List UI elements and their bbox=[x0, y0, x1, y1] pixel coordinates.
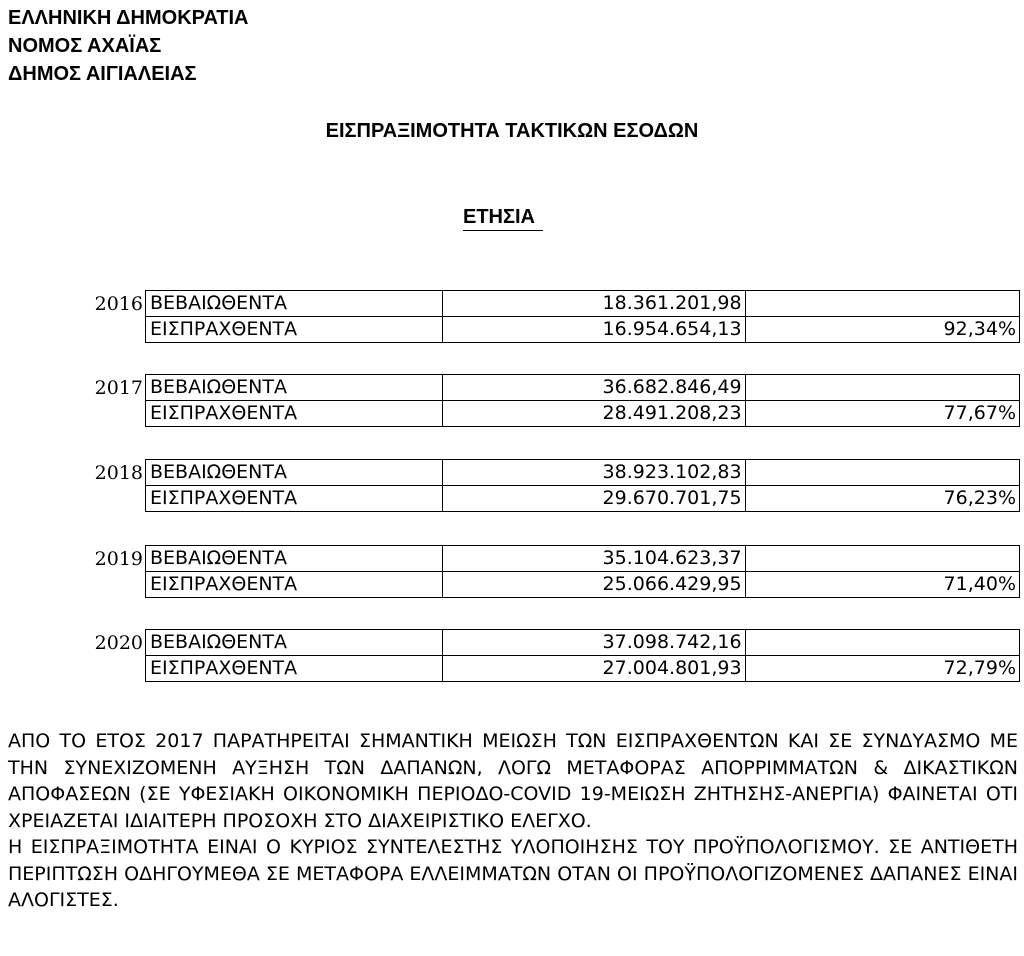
row-amount: 25.066.429,95 bbox=[442, 572, 745, 598]
row-label: ΒΕΒΑΙΩΘΕΝΤΑ bbox=[146, 375, 443, 401]
year-label: 2019 bbox=[94, 548, 143, 570]
row-percent: 71,40% bbox=[745, 572, 1019, 598]
row-amount: 36.682.846,49 bbox=[442, 375, 745, 401]
revenue-table bbox=[145, 545, 1020, 598]
row-amount: 18.361.201,98 bbox=[442, 291, 745, 317]
year-label: 2017 bbox=[94, 377, 143, 399]
row-amount: 38.923.102,83 bbox=[442, 460, 745, 486]
header-municipality: ΔΗΜΟΣ ΑΙΓΙΑΛΕΙΑΣ bbox=[8, 63, 197, 85]
row-percent bbox=[745, 546, 1019, 572]
row-amount: 27.004.801,93 bbox=[442, 656, 745, 682]
year-label: 2016 bbox=[94, 293, 143, 315]
row-label: ΕΙΣΠΡΑΧΘΕΝΤΑ bbox=[146, 401, 443, 427]
row-amount: 28.491.208,23 bbox=[442, 401, 745, 427]
row-percent: 72,79% bbox=[745, 656, 1019, 682]
revenue-table bbox=[145, 374, 1020, 427]
table-row bbox=[146, 656, 1020, 682]
revenue-table bbox=[145, 290, 1020, 343]
row-label: ΒΕΒΑΙΩΘΕΝΤΑ bbox=[146, 546, 443, 572]
table-row bbox=[146, 375, 1020, 401]
table-row bbox=[146, 460, 1020, 486]
row-percent bbox=[745, 291, 1019, 317]
note-paragraph: ΑΠΟ ΤΟ ΕΤΟΣ 2017 ΠΑΡΑΤΗΡΕΙΤΑΙ ΣΗΜΑΝΤΙΚΗ ΜΕΙΩΣΗ ΤΩΝ ΕΙΣΠΡΑΧΘΕΝΤΩΝ ΚΑΙ ΣΕ ΣΥΝΔΥΑΣΜΟ ΜΕ ΤΗΝ ΣΥΝΕΧΙΖΟΜΕΝΗ ΑΥΞΗΣΗ ΤΩΝ ΔΑΠΑΝΩΝ, ΛΟΓΩ ΜΕΤΑΦΟΡΑΣ ΑΠΟΡΡΙΜΜΑΤΩΝ & ΔΙΚΑΣΤΙΚΩΝ ΑΠΟΦΑΣΕΩΝ (ΣΕ ΥΦΕΣΙΑΚΗ ΟΙΚΟΝΟΜΙΚΗ ΠΕΡΙΟΔΟ-COVID 19-ΜΕΙΩΣΗ ΖΗΤΗΣΗΣ-ΑΝΕΡΓΙΑ) ΦΑΙΝΕΤΑΙ ΟΤΙ ΧΡΕΙΑΖΕΤΑΙ ΙΔΙΑΙΤΕΡΗ ΠΡΟΣΟΧΗ ΣΤΟ ΔΙΑΧΕΙΡΙΣΤΙΚΟ ΕΛΕΓΧΟ. bbox=[8, 730, 1018, 832]
table-row bbox=[146, 486, 1020, 512]
row-label: ΒΕΒΑΙΩΘΕΝΤΑ bbox=[146, 460, 443, 486]
row-percent: 77,67% bbox=[745, 401, 1019, 427]
authority-header bbox=[8, 4, 249, 88]
revenue-table bbox=[145, 629, 1020, 682]
row-amount: 16.954.654,13 bbox=[442, 317, 745, 343]
notes-section bbox=[8, 728, 1018, 914]
table-row bbox=[146, 546, 1020, 572]
year-label: 2018 bbox=[94, 462, 143, 484]
row-amount: 29.670.701,75 bbox=[442, 486, 745, 512]
row-percent bbox=[745, 630, 1019, 656]
table-row bbox=[146, 630, 1020, 656]
row-label: ΕΙΣΠΡΑΧΘΕΝΤΑ bbox=[146, 572, 443, 598]
row-amount: 37.098.742,16 bbox=[442, 630, 745, 656]
revenue-table bbox=[145, 459, 1020, 512]
row-label: ΕΙΣΠΡΑΧΘΕΝΤΑ bbox=[146, 486, 443, 512]
row-label: ΒΕΒΑΙΩΘΕΝΤΑ bbox=[146, 630, 443, 656]
table-row bbox=[146, 291, 1020, 317]
table-row bbox=[146, 572, 1020, 598]
note-paragraph: Η ΕΙΣΠΡΑΞΙΜΟΤΗΤΑ ΕΙΝΑΙ Ο ΚΥΡΙΟΣ ΣΥΝΤΕΛΕΣΤΗΣ ΥΛΟΠΟΙΗΣΗΣ ΤΟΥ ΠΡΟΫΠΟΛΟΓΙΣΜΟΥ. ΣΕ ΑΝΤΙΘΕΤΗ ΠΕΡΙΠΤΩΣΗ ΟΔΗΓΟΥΜΕΘΑ ΣΕ ΜΕΤΑΦΟΡΑ ΕΛΛΕΙΜΜΑΤΩΝ ΟΤΑΝ ΟΙ ΠΡΟΫΠΟΛΟΓΙΖΟΜΕΝΕΣ ΔΑΠΑΝΕΣ ΕΙΝΑΙ ΑΛΟΓΙΣΤΕΣ. bbox=[8, 836, 1018, 911]
year-label: 2020 bbox=[94, 632, 143, 654]
row-amount: 35.104.623,37 bbox=[442, 546, 745, 572]
row-percent: 76,23% bbox=[745, 486, 1019, 512]
header-prefecture: ΝΟΜΟΣ ΑΧΑΪΑΣ bbox=[8, 35, 162, 57]
row-percent bbox=[745, 460, 1019, 486]
row-label: ΒΕΒΑΙΩΘΕΝΤΑ bbox=[146, 291, 443, 317]
document-title: ΕΙΣΠΡΑΞΙΜΟΤΗΤΑ ΤΑΚΤΙΚΩΝ ΕΣΟΔΩΝ bbox=[325, 120, 699, 142]
header-country: ΕΛΛΗΝΙΚΗ ΔΗΜΟΚΡΑΤΙΑ bbox=[8, 7, 249, 29]
table-row bbox=[146, 317, 1020, 343]
row-label: ΕΙΣΠΡΑΧΘΕΝΤΑ bbox=[146, 656, 443, 682]
document-subtitle: ΕΤΗΣΙΑ bbox=[463, 204, 543, 231]
row-percent bbox=[745, 375, 1019, 401]
row-percent: 92,34% bbox=[745, 317, 1019, 343]
table-row bbox=[146, 401, 1020, 427]
row-label: ΕΙΣΠΡΑΧΘΕΝΤΑ bbox=[146, 317, 443, 343]
